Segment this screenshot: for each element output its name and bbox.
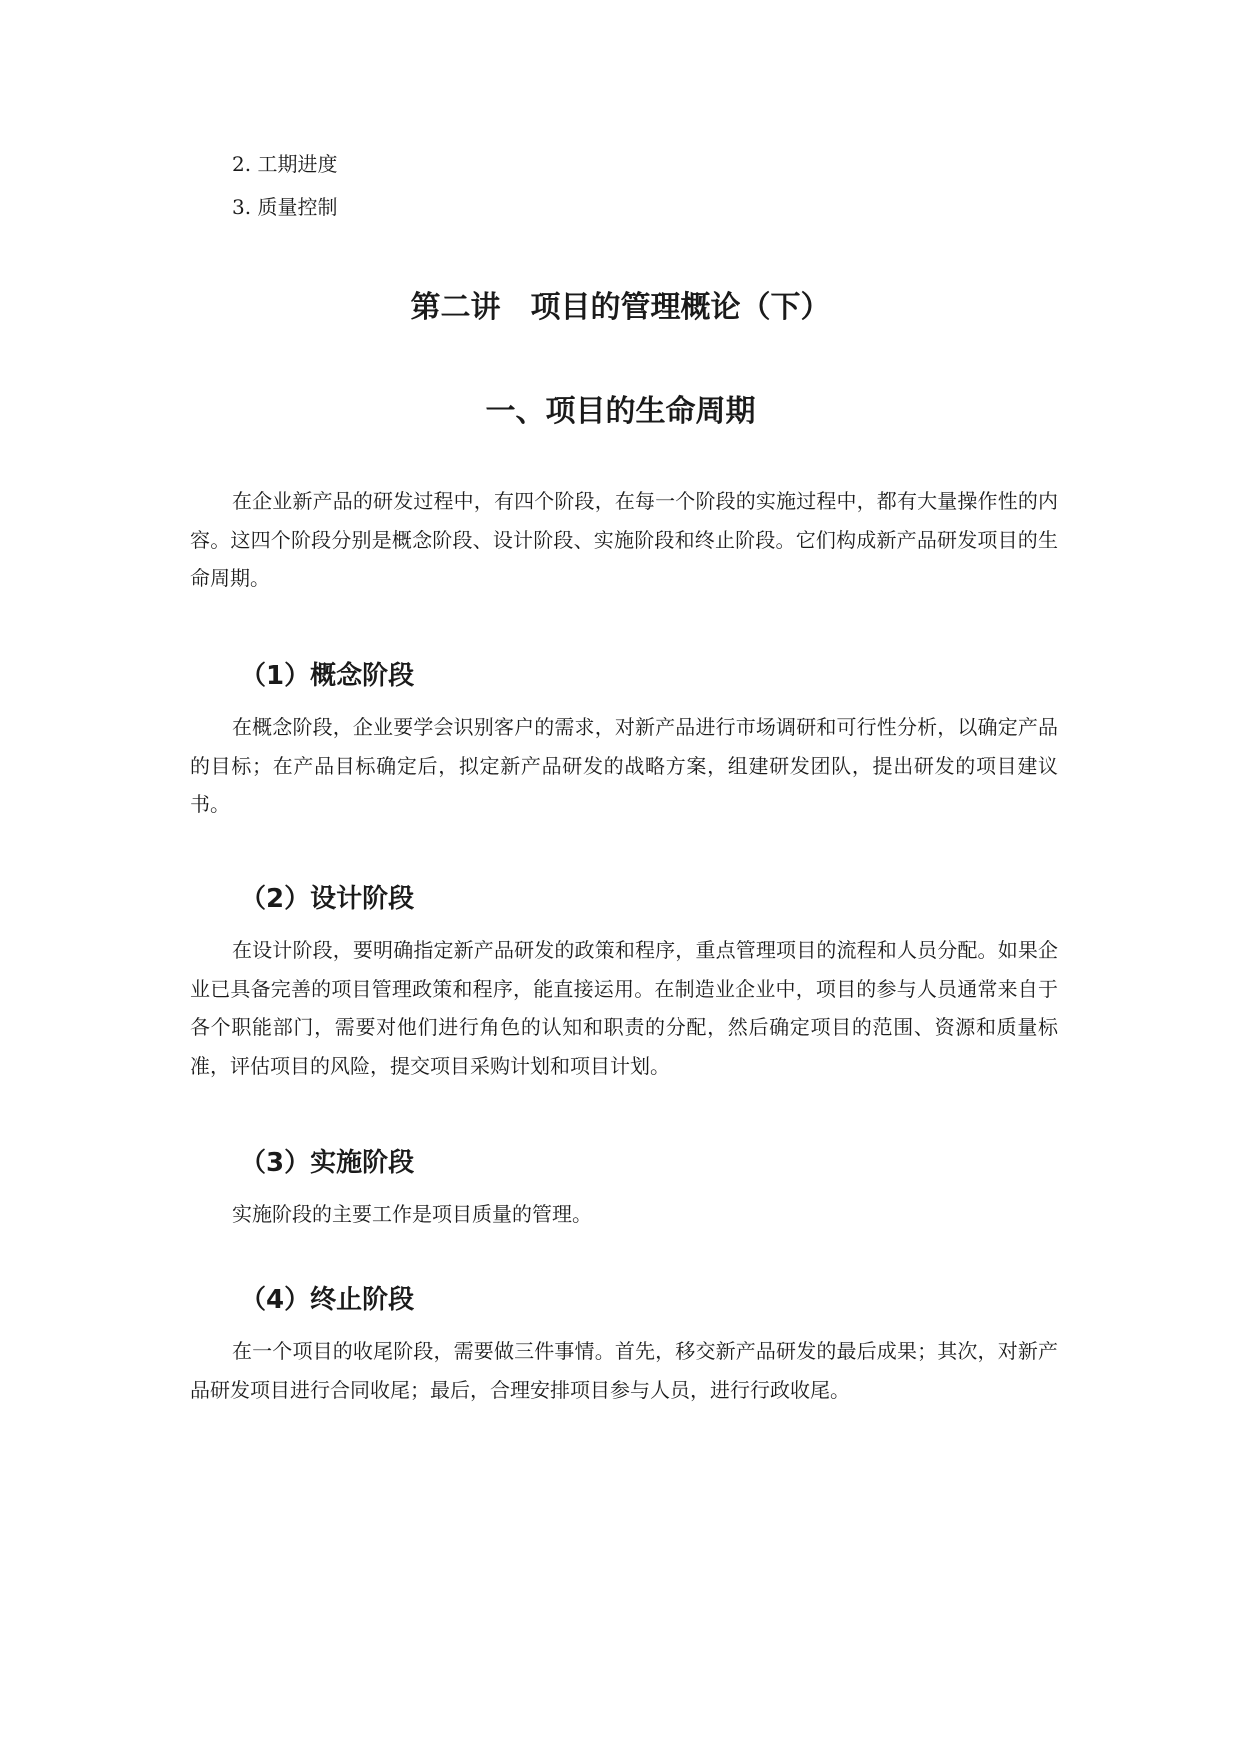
stage-paragraph-design: 在设计阶段，要明确指定新产品研发的政策和程序，重点管理项目的流程和人员分配。如果企业已具备完善的项目管理政策和程序，能直接运用。在制造业企业中，项目的参与人员通常来自于各个职能部门，需要对他们进行角色的认知和职责的分配，然后确定项目的范围、资源和质量标准，评估项目的风险，提交项目采购计划和项目计划。 <box>190 938 1058 1078</box>
intro-paragraph: 在企业新产品的研发过程中，有四个阶段，在每一个阶段的实施过程中，都有大量操作性的内容。这四个阶段分别是概念阶段、设计阶段、实施阶段和终止阶段。它们构成新产品研发项目的生命周期。 <box>190 489 1058 591</box>
list-item-schedule: 2. 工期进度 <box>232 152 338 176</box>
stage-paragraph-implementation: 实施阶段的主要工作是项目质量的管理。 <box>232 1202 592 1226</box>
stage-heading-concept: （1）概念阶段 <box>240 661 415 691</box>
stage-paragraph-concept: 在概念阶段，企业要学会识别客户的需求，对新产品进行市场调研和可行性分析，以确定产品的目标；在产品目标确定后，拟定新产品研发的战略方案，组建研发团队，提出研发的项目建议书。 <box>190 715 1058 817</box>
list-item-quality: 3. 质量控制 <box>232 195 338 219</box>
lecture-title: 第二讲 项目的管理概论（下） <box>410 290 831 325</box>
stage-paragraph-termination: 在一个项目的收尾阶段，需要做三件事情。首先，移交新产品研发的最后成果；其次，对新产品研发项目进行合同收尾；最后，合理安排项目参与人员，进行行政收尾。 <box>190 1339 1058 1402</box>
stage-heading-implementation: （3）实施阶段 <box>240 1148 415 1178</box>
stage-heading-design: （2）设计阶段 <box>240 884 415 914</box>
stage-heading-termination: （4）终止阶段 <box>240 1285 415 1315</box>
section-title: 一、项目的生命周期 <box>485 394 756 429</box>
